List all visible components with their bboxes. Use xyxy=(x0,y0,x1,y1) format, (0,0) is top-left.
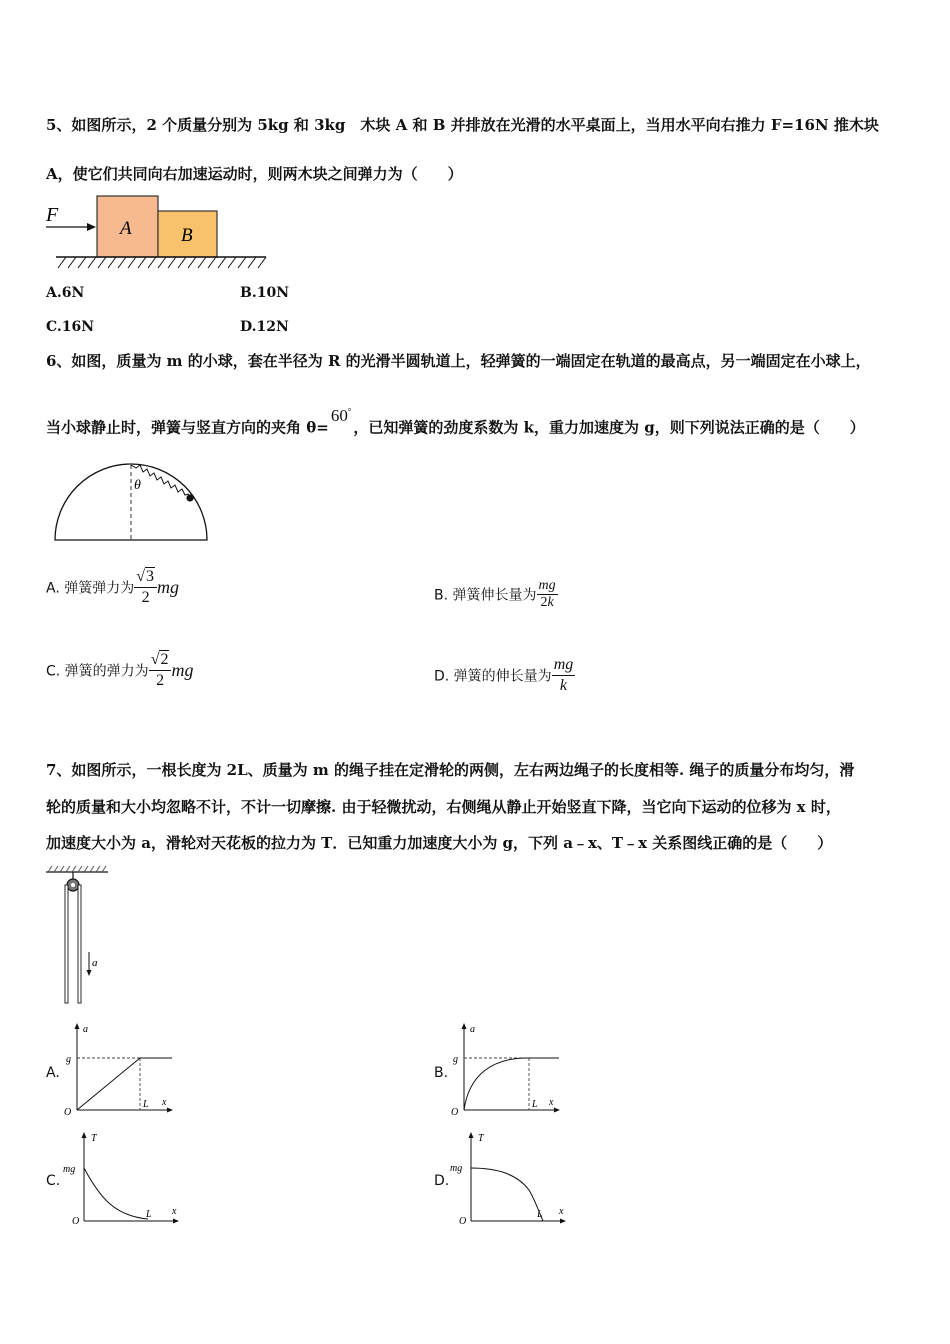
radicand: 2 xyxy=(160,651,169,668)
rope-right xyxy=(78,885,81,1003)
q7-option-b-label[interactable]: B. xyxy=(434,1065,449,1081)
radicand: 3 xyxy=(146,568,155,585)
q6-option-a-label: A. 弹簧弹力为 xyxy=(46,580,135,597)
q5-option-c[interactable]: C.16N xyxy=(46,319,95,335)
q6-stem-line-2-end: ，已知弹簧的劲度系数为 k，重力加速度为 g，则下列说法正确的是（ ） xyxy=(353,418,865,437)
denominator: 2k xyxy=(537,594,558,611)
q6-option-b[interactable] xyxy=(434,578,558,611)
q7-graph-b[interactable] xyxy=(447,1020,563,1118)
q6-stem-line-1: 6、如图，质量为 m 的小球，套在半径为 R 的光滑半圆轨道上，轻弹簧的一端固定在轨道的最高点，另一端固定在小球上， xyxy=(46,352,871,370)
accel-arrow-head xyxy=(87,970,92,976)
origin-label: O xyxy=(64,1107,72,1118)
q5-option-a[interactable]: A.6N xyxy=(46,285,85,301)
q6-stem-line-2 xyxy=(46,405,865,438)
q6-option-c[interactable] xyxy=(46,650,193,691)
rope-left xyxy=(65,885,68,1003)
x-mark-label: L xyxy=(532,1099,538,1110)
angle-number: 60 xyxy=(330,405,348,425)
q6-option-d-label: D. 弹簧的伸长量为 xyxy=(434,668,552,685)
numerator: mg xyxy=(553,656,574,673)
y-level-label: mg xyxy=(450,1163,463,1174)
origin-label: O xyxy=(459,1216,467,1226)
y-axis-arrow xyxy=(75,1023,80,1029)
y-level-label: g xyxy=(66,1054,71,1065)
y-axis-arrow xyxy=(462,1023,467,1029)
force-label: F xyxy=(46,204,59,226)
x-axis-arrow xyxy=(173,1219,179,1224)
y-axis-label: a xyxy=(83,1024,88,1035)
angle-value xyxy=(329,406,354,425)
q6-option-a-mg: mg xyxy=(157,577,180,597)
x-axis-arrow xyxy=(554,1108,560,1113)
y-axis-arrow xyxy=(469,1132,474,1138)
y-axis-label: T xyxy=(478,1133,484,1144)
y-axis-arrow xyxy=(82,1132,87,1138)
force-arrow-head xyxy=(87,223,96,231)
pulley-hub xyxy=(71,883,75,887)
small-ball xyxy=(186,494,193,501)
q6-option-d-fraction xyxy=(552,655,576,696)
q7-graph-d[interactable] xyxy=(447,1128,571,1226)
q6-semicircle-figure xyxy=(50,460,212,544)
origin-label: O xyxy=(451,1107,459,1118)
x-axis-arrow xyxy=(560,1219,566,1224)
q7-pulley-figure xyxy=(44,864,110,1006)
y-level-label: g xyxy=(453,1054,458,1065)
q6-option-b-label: B. 弹簧伸长量为 xyxy=(434,587,537,604)
denominator: 2 xyxy=(134,587,157,608)
x-axis-label: x xyxy=(162,1097,167,1108)
q6-stem-line-2-start: 当小球静止时，弹簧与竖直方向的夹角 θ= xyxy=(46,418,329,437)
y-axis-label: T xyxy=(91,1133,97,1144)
q5-stem-line-1: 5、如图所示，2 个质量分别为 5kg 和 3kg 木块 A 和 B 并排放在光滑的水平桌面上，当用水平向右推力 F=16N 推木块 xyxy=(46,116,879,134)
block-a-label: A xyxy=(120,218,132,239)
q5-option-d[interactable]: D.12N xyxy=(240,319,289,335)
curve xyxy=(77,1058,172,1110)
q6-option-b-fraction xyxy=(537,578,558,611)
theta-label: θ xyxy=(134,478,141,493)
x-axis-label: x xyxy=(172,1206,177,1217)
x-axis-arrow xyxy=(167,1108,173,1113)
curve xyxy=(84,1168,148,1219)
table-hatching xyxy=(58,257,266,268)
q6-option-c-label: C. 弹簧的弹力为 xyxy=(46,663,149,680)
q6-option-a[interactable] xyxy=(46,567,179,608)
q7-option-c-label[interactable]: C. xyxy=(46,1173,61,1189)
curve xyxy=(464,1058,559,1110)
q5-blocks-figure xyxy=(44,193,270,273)
sqrt-sign: √3 xyxy=(136,568,155,585)
x-mark-label: L xyxy=(146,1209,152,1220)
y-level-label: mg xyxy=(63,1164,76,1175)
denominator: k xyxy=(552,675,576,696)
x-mark-label: L xyxy=(143,1099,149,1110)
q6-option-d[interactable] xyxy=(434,655,575,696)
x-mark-label: L xyxy=(537,1209,543,1220)
accel-label: a xyxy=(92,957,98,969)
q6-option-a-fraction xyxy=(134,567,157,608)
y-axis-label: a xyxy=(470,1024,475,1035)
block-b-label: B xyxy=(181,225,193,246)
origin-label: O xyxy=(72,1216,80,1226)
angle-degree: ° xyxy=(347,406,352,416)
q5-stem-line-2: A，使它们共同向右加速运动时，则两木块之间弹力为（ ） xyxy=(46,165,463,183)
q6-option-c-fraction xyxy=(149,650,172,691)
q7-graph-a[interactable] xyxy=(60,1020,176,1118)
q5-option-b[interactable]: B.10N xyxy=(240,285,289,301)
denominator: 2 xyxy=(149,670,172,691)
numerator: mg xyxy=(538,578,556,593)
x-axis-label: x xyxy=(549,1097,554,1108)
curve xyxy=(471,1168,543,1221)
q7-stem-line-2: 轮的质量和大小均忽略不计，不计一切摩擦. 由于轻微扰动，右侧绳从静止开始竖直下降，当它向下运动的位移为 x 时， xyxy=(46,798,841,816)
ceiling-hatching xyxy=(48,866,106,872)
q7-stem-line-3: 加速度大小为 a，滑轮对天花板的拉力为 T．已知重力加速度大小为 g，下列 a﹣x、T﹣x 关系图线正确的是（ ） xyxy=(46,834,833,852)
x-axis-label: x xyxy=(559,1206,564,1217)
sqrt-sign: √2 xyxy=(150,651,169,668)
q7-stem-line-1: 7、如图所示，一根长度为 2L、质量为 m 的绳子挂在定滑轮的两侧，左右两边绳子的长度相等. 绳子的质量分布均匀，滑 xyxy=(46,761,855,779)
q6-option-c-mg: mg xyxy=(171,660,194,680)
q7-option-a-label[interactable]: A. xyxy=(46,1065,60,1081)
q7-option-d-label[interactable]: D. xyxy=(434,1173,450,1189)
q7-graph-c[interactable] xyxy=(60,1128,184,1226)
